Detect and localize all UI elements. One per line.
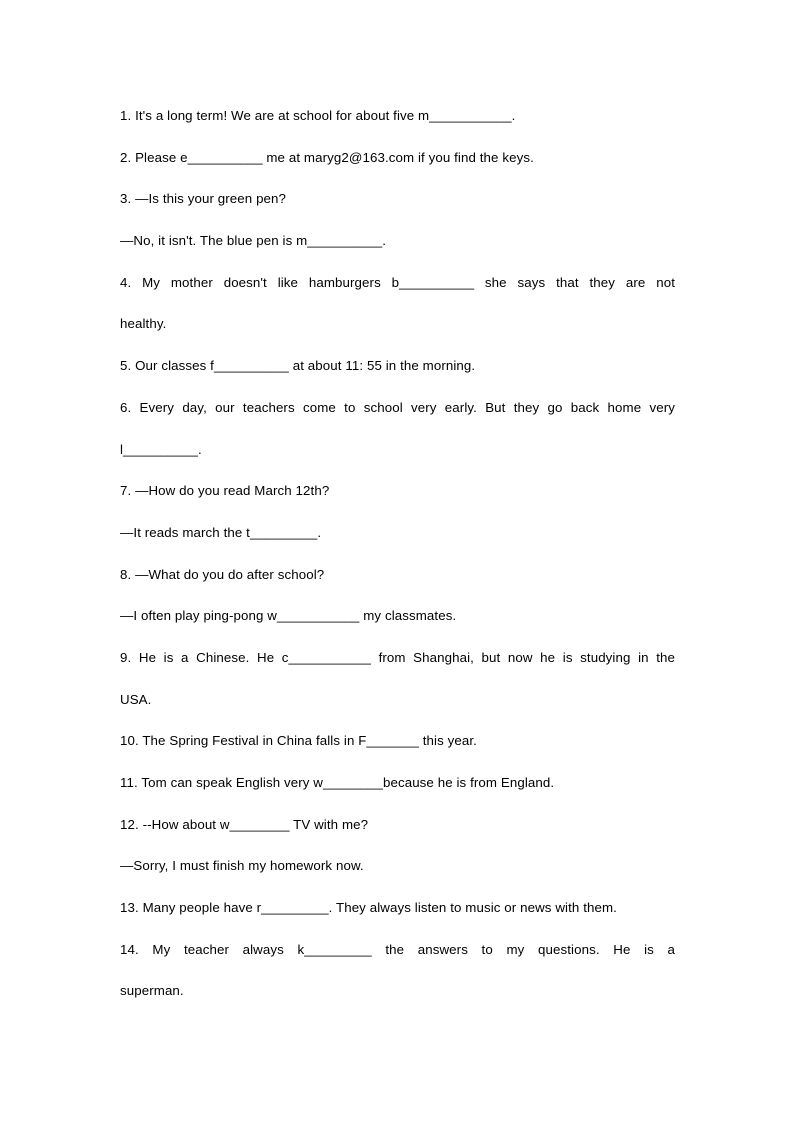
question-9-continuation: USA. <box>120 691 152 707</box>
question-14-continuation: superman. <box>120 983 184 999</box>
question-11-line: 11. Tom can speak English very w________because he is from England. <box>120 775 555 790</box>
question-6-line: 6. Every day, our teachers come to school very early. But they go back home very <box>120 399 675 415</box>
question-9-line: 9. He is a Chinese. He c___________ from Shanghai, but now he is studying in the <box>120 649 675 665</box>
question-3-answer-line: —No, it isn't. The blue pen is m__________. <box>120 233 387 249</box>
question-2-line: 2. Please e__________ me at maryg2@163.com if you find the keys. <box>120 149 534 165</box>
question-6-continuation: l__________. <box>120 441 202 457</box>
question-8-answer-line: —I often play ping-pong w___________ my classmates. <box>120 608 457 624</box>
question-4-continuation: healthy. <box>120 316 167 332</box>
question-12-answer-line: —Sorry, I must finish my homework now. <box>120 858 364 874</box>
question-5-line: 5. Our classes f__________ at about 11: 55 in the morning. <box>120 358 476 374</box>
question-10-line: 10. The Spring Festival in China falls in F_______ this year. <box>120 733 477 749</box>
question-7-answer-line: —It reads march the t_________. <box>120 524 322 540</box>
question-4-line: 4. My mother doesn't like hamburgers b__________ she says that they are not <box>120 274 675 290</box>
question-1-line: 1. It's a long term! We are at school for about five m___________. <box>120 108 516 123</box>
question-8-line: 8. —What do you do after school? <box>120 566 325 582</box>
question-13-line: 13. Many people have r_________. They always listen to music or news with them. <box>120 900 617 916</box>
question-3-line: 3. —Is this your green pen? <box>120 191 287 207</box>
worksheet <box>120 106 675 1023</box>
question-7-line: 7. —How do you read March 12th? <box>120 483 330 499</box>
question-14-line: 14. My teacher always k_________ the answers to my questions. He is a <box>120 941 675 957</box>
question-12-line: 12. --How about w________ TV with me? <box>120 816 369 832</box>
